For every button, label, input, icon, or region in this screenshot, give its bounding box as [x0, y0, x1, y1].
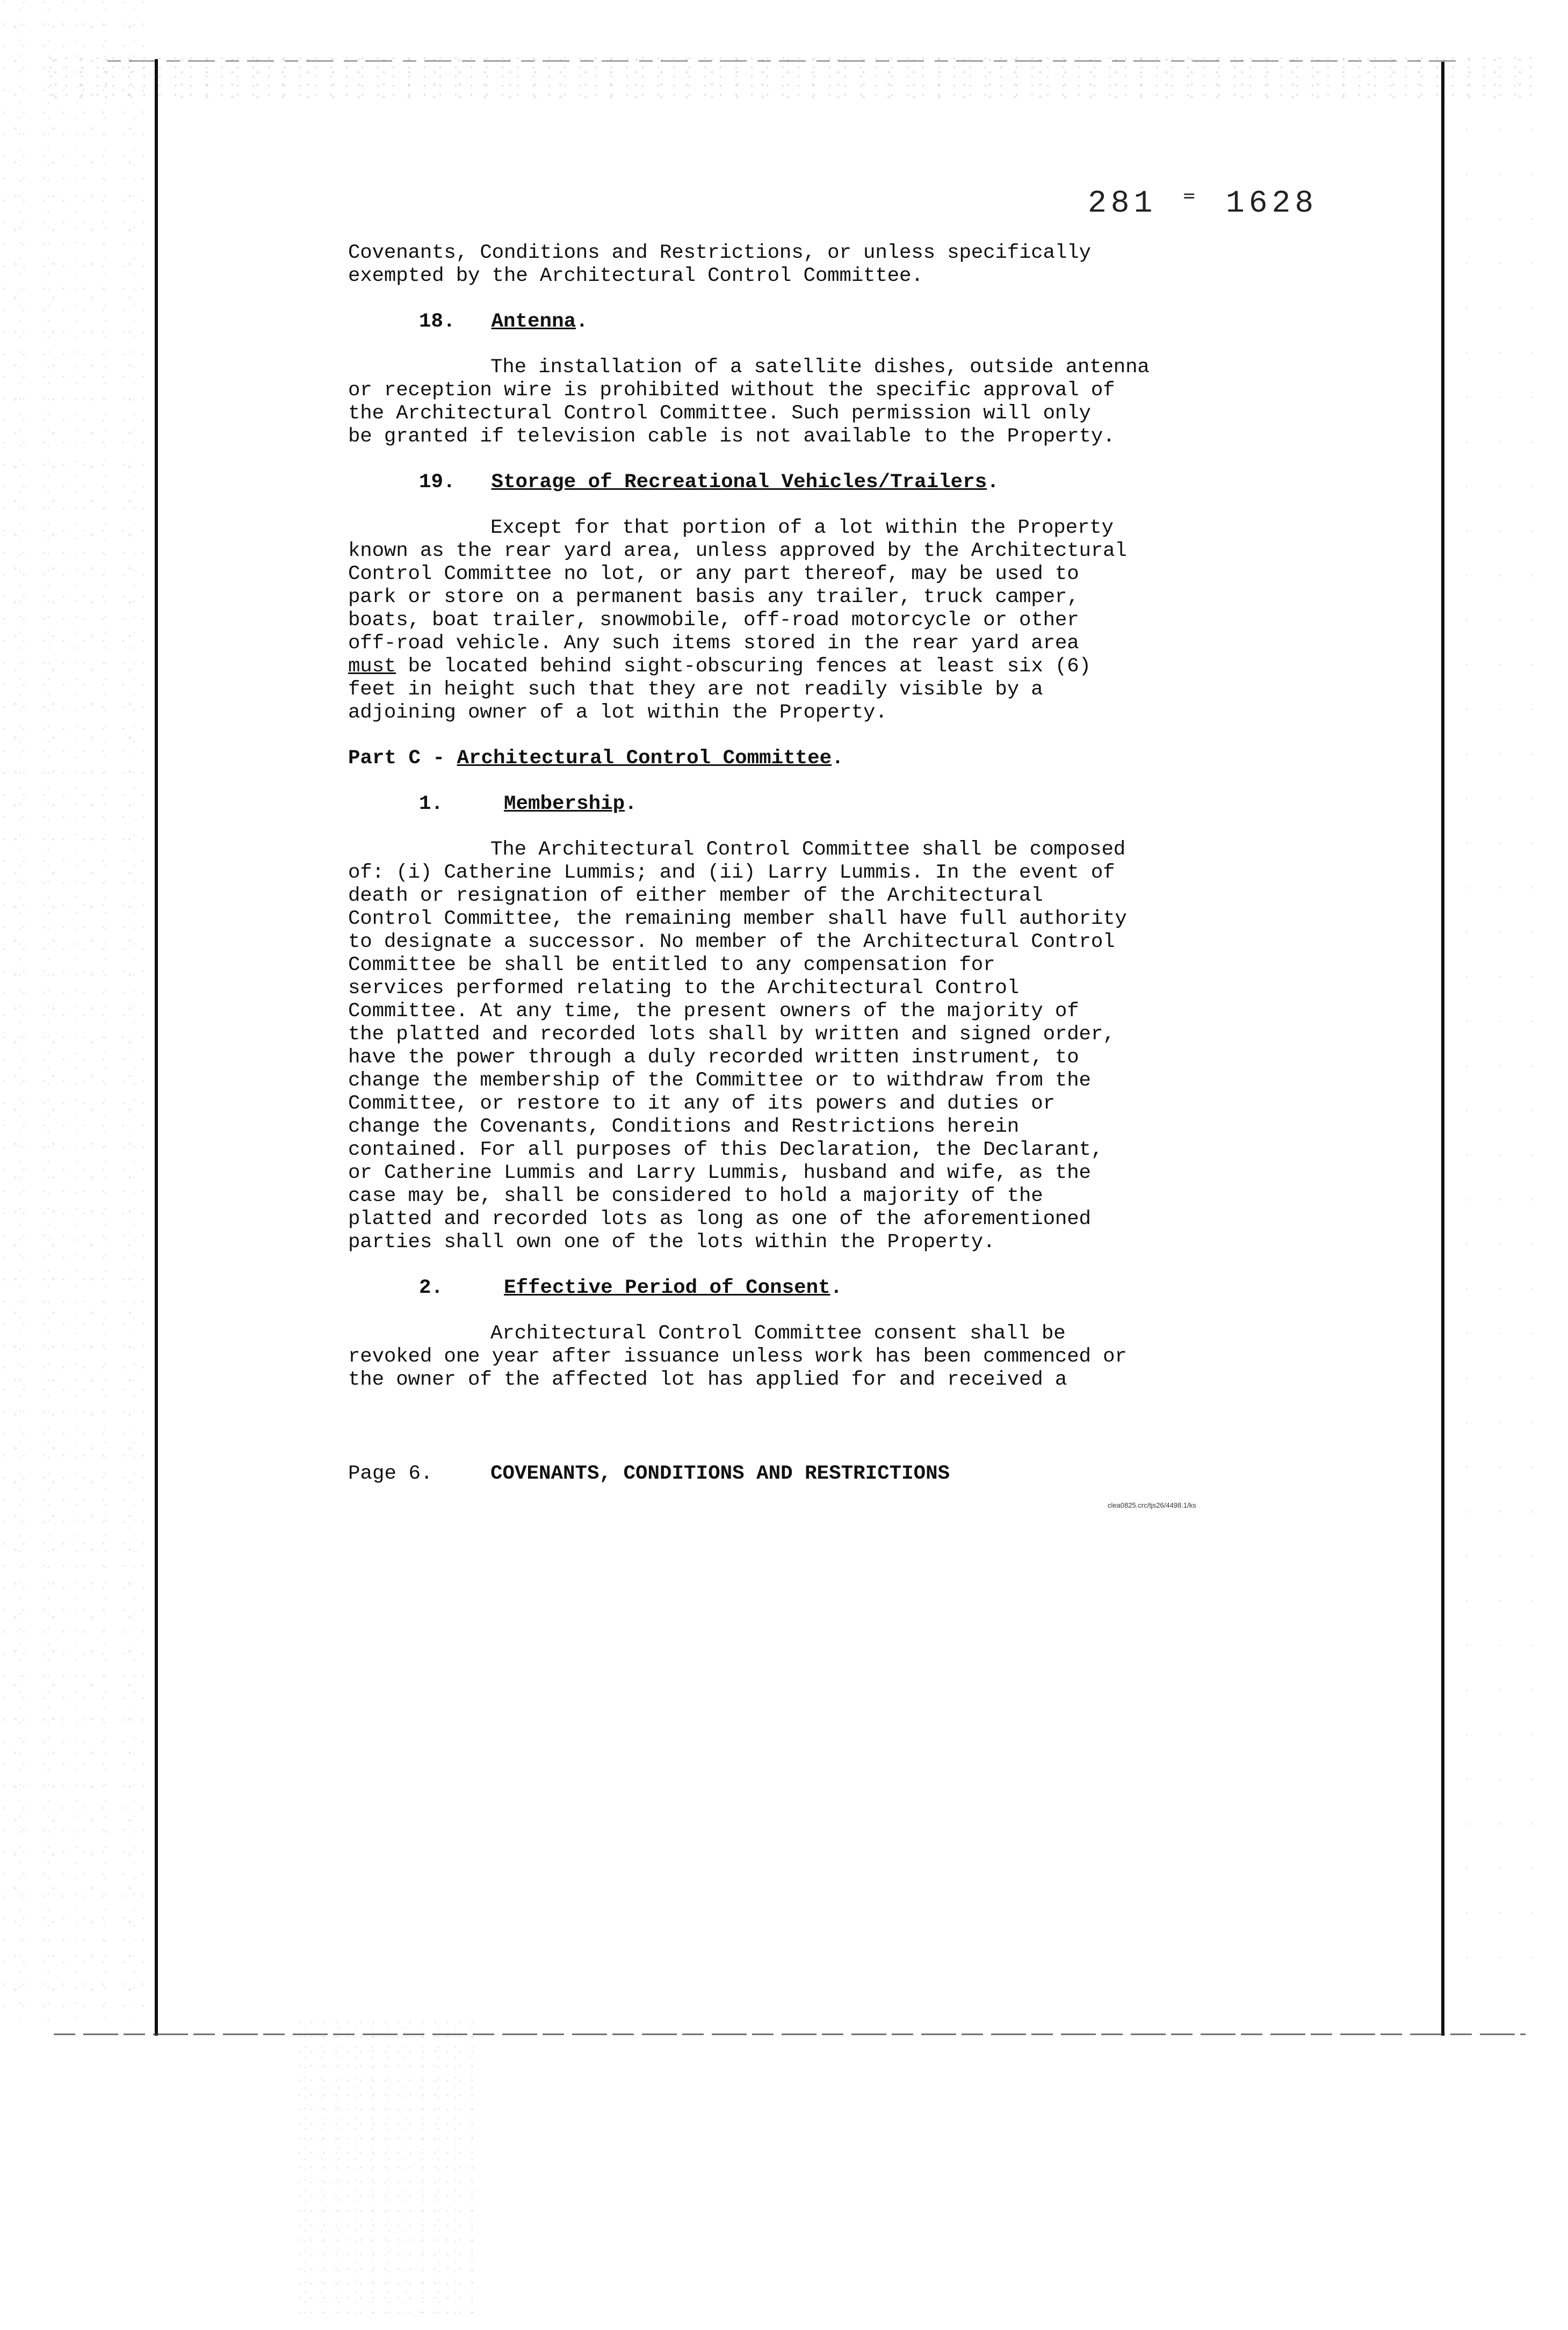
section-18-first-line: The installation of a satellite dishes, outside antenna — [490, 356, 1150, 379]
section-number: 1. — [419, 793, 444, 815]
section-1-heading: 1. Membership. — [419, 793, 637, 815]
section-19-text — [348, 540, 1326, 725]
section-title: Storage of Recreational Vehicles/Trailers — [491, 471, 987, 494]
part-c-prefix: Part C - — [348, 747, 457, 770]
file-reference-code: clea0825.crc/tjs26/4498.1/ks — [1108, 1501, 1196, 1509]
section-number: 19. — [419, 471, 456, 494]
section-title: Antenna — [491, 310, 576, 333]
section-2-first-line: Architectural Control Committee consent shall be — [490, 1322, 1066, 1345]
section-19-first-line: Except for that portion of a lot within the Property — [490, 517, 1114, 539]
document-body — [348, 242, 1326, 1392]
section-19-text-a: known as the rear yard area, unless approved by the Architectural Control Committee no lot, or any part thereof, may be used to park or store on a permanent basis any trailer, truck camper, boats, boat trailer, snowmobile, off-road motorcycle or other off-road vehicle. Any such items stored in the rear yard area — [348, 540, 1127, 655]
scan-border-left — [155, 59, 158, 2036]
scan-speckle-bottom — [295, 2020, 478, 2320]
section-title: Membership — [504, 793, 625, 815]
section-18-heading: 18. Antenna. — [419, 310, 588, 333]
section-number: 2. — [419, 1277, 444, 1299]
section-title: Effective Period of Consent — [504, 1277, 830, 1299]
page-footer — [348, 1463, 950, 1486]
scan-speckle-left — [0, 0, 161, 2020]
document-number: 281 ⁼ 1628 — [1088, 186, 1318, 221]
scan-border-right — [1441, 62, 1444, 2036]
intro-paragraph: Covenants, Conditions and Restrictions, or unless specifically exempted by the Architectural Control Committee. — [348, 242, 1091, 287]
section-1-text: of: (i) Catherine Lummis; and (ii) Larry Lummis. In the event of death or resignation of either member of the Architectural Control Committee, the remaining member shall have full authority to designate a successor. No member of the Architectural Control Committee be shall be entitled to any compensation for services performed relating to the Architectural Control Committee. At any time, the present owners of the majority of the platted and recorded lots shall by written and signed order, have the power through a duly recorded written instrument, to change the membership of the Committee or to withdraw from the Committee, or restore to it any of its powers and duties or change the Covenants, Conditions and Restrictions herein contained. For all purposes of this Declaration, the Declarant, or Catherine Lummis and Larry Lummis, husband and wife, as the case may be, shall be considered to hold a majority of the platted and recorded lots as long as one of the aforementioned parties shall own one of the lots within the Property. — [348, 862, 1127, 1254]
section-number: 18. — [419, 310, 456, 333]
section-2-heading: 2. Effective Period of Consent. — [419, 1277, 843, 1299]
page-number: Page 6. — [348, 1463, 433, 1485]
section-1-first-line: The Architectural Control Committee shall be composed — [490, 838, 1126, 861]
section-19-heading: 19. Storage of Recreational Vehicles/Trailers. — [419, 471, 999, 494]
section-18-text: or reception wire is prohibited without the specific approval of the Architectural Control Committee. Such permission will only be granted if television cable is not available to the Property. — [348, 379, 1115, 448]
emphasis-must: must — [348, 655, 396, 678]
part-c-title: Architectural Control Committee — [457, 747, 832, 770]
section-2-text: revoked one year after issuance unless work has been commenced or the owner of the affected lot has applied for and received a — [348, 1345, 1127, 1391]
part-c-heading: Part C - Architectural Control Committee. — [348, 747, 844, 770]
section-19-text-b: be located behind sight-obscuring fences at least six (6) feet in height such that they are not readily visible by a adjoining owner of a lot within the Property. — [348, 655, 1091, 724]
scan-border-bottom — [54, 2034, 1526, 2035]
footer-title: COVENANTS, CONDITIONS AND RESTRICTIONS — [490, 1463, 950, 1485]
scan-border-top — [107, 60, 1461, 62]
scan-speckle-right — [1450, 107, 1536, 1987]
